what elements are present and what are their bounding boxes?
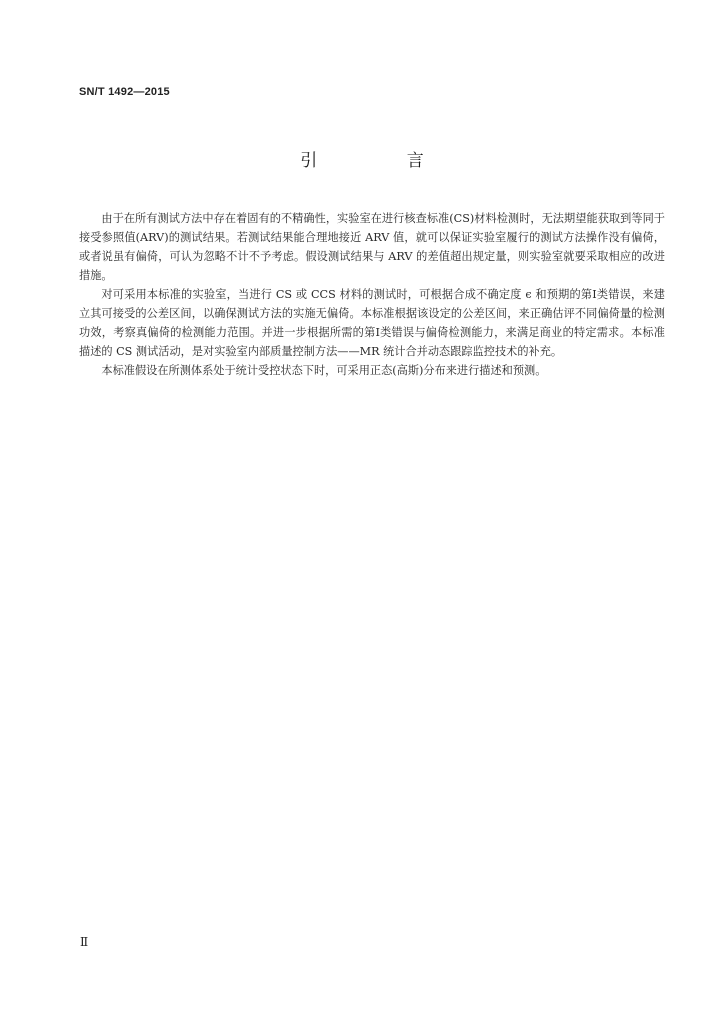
paragraph-3: 本标准假设在所测体系处于统计受控状态下时，可采用正态(高斯)分布来进行描述和预测。 bbox=[101, 364, 547, 377]
section-title: 引 言 bbox=[300, 151, 466, 171]
introduction-body bbox=[79, 209, 665, 380]
paragraph-2: 对可采用本标准的实验室，当进行 CS 或 CCS 材料的测试时，可根据合成不确定度 ϵ 和预期的第Ⅰ类错误，来建立其可接受的公差区间，以确保测试方法的实施无偏倚。本标准根据该设定的公差区间，来正确估评不同偏倚量的检测功效，考察真偏倚的检测能力范围。并进一步根据所需的第Ⅰ类错误与偏倚检测能力，来满足商业的特定需求。本标准描述的 CS 测试活动，是对实验室内部质量控制方法——MR 统计合并动态跟踪监控技术的补充。 bbox=[79, 288, 665, 358]
page-number: Ⅱ bbox=[80, 935, 89, 949]
paragraph-1: 由于在所有测试方法中存在着固有的不精确性，实验室在进行核查标准(CS)材料检测时，无法期望能获取到等同于接受参照值(ARV)的测试结果。若测试结果能合理地接近 ARV 值，就可以保证实验室履行的测试方法操作没有偏倚，或者说虽有偏倚，可认为忽略不计不予考虑。假设测试结果与 ARV 的差值超出规定量，则实验室就要采取相应的改进措施。 bbox=[79, 212, 665, 282]
standard-number: SN/T 1492—2015 bbox=[79, 86, 170, 98]
